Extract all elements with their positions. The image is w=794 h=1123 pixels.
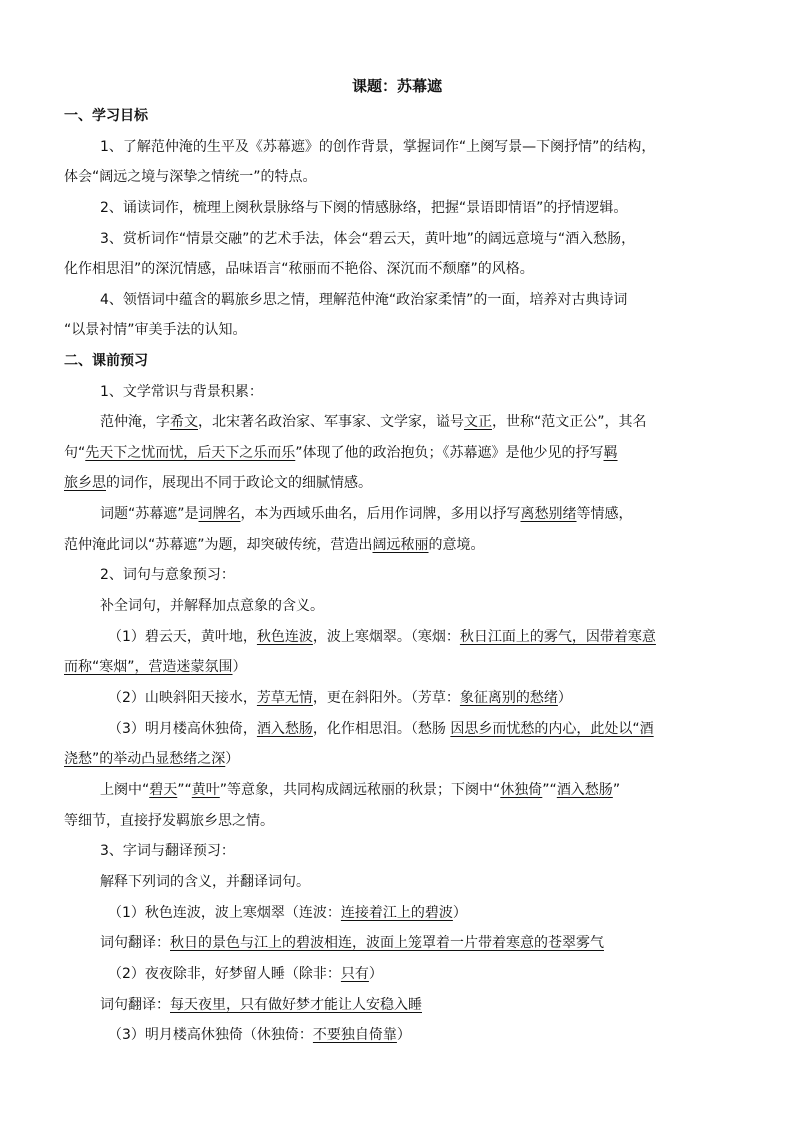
cipai-line-1: [100, 503, 633, 525]
text-run: 等情感，: [576, 506, 633, 522]
goal-3-line-2: 化作相思泪”的深沉情感，品味语言“秾丽而不艳俗、深沉而不颓靡”的风格。: [64, 261, 534, 277]
answer-blank: 每天夜里，只有做好梦才能让人安稳入睡: [170, 997, 422, 1013]
text-run: 的词作，展现出不同于政论文的细腻情感。: [106, 475, 372, 491]
text-run: ”体现了他的政治抱负；《苏幕遮》是他少见的抒写: [295, 445, 604, 461]
text-run: ，本为西域乐曲名，后用作词牌，多用以抒写: [240, 506, 521, 522]
text-run: （1）碧云天，黄叶地，: [108, 629, 257, 645]
answer-blank: 离愁别绪: [520, 506, 577, 522]
goal-3-line-1: 3、赏析词作“情景交融”的艺术手法，体会“碧云天，黄叶地”的阔远意境与“酒入愁肠，: [100, 231, 636, 247]
text-run: 句“: [64, 445, 86, 461]
text-run: ）: [368, 966, 383, 982]
text-run: ，世称“范文正公”，其名: [492, 414, 647, 430]
text-run: ）: [396, 1027, 411, 1043]
answer-blank: 因思乡而忧愁的内心，此处以“酒: [450, 721, 654, 737]
bio-line-1: [100, 411, 647, 433]
answer-blank: 只有: [340, 966, 369, 982]
text-run: ，北宋著名政治家、军事家、文学家，谥号: [198, 414, 464, 430]
vocab-q3: [108, 1024, 411, 1046]
answer-blank: 酒入愁肠: [256, 721, 313, 737]
answer-blank: 旅乡思: [64, 475, 106, 491]
goal-4-line-1: 4、领悟词中蕴含的羁旅乡思之情，理解范仲淹“政治家柔情”的一面，培养对古典诗词: [100, 292, 628, 308]
goal-1-line-2: 体会“阔远之境与深挚之情统一”的特点。: [64, 169, 317, 185]
preview-3-instruction: 解释下列词的含义，并翻译词句。: [100, 874, 310, 890]
section-heading-goals: 一、学习目标: [64, 108, 148, 124]
text-run: 词句翻译：: [100, 935, 170, 951]
text-run: 词句翻译：: [100, 997, 170, 1013]
text-run: ”“: [542, 782, 557, 798]
text-run: ）: [225, 751, 240, 767]
imagery-q1-line-2: [64, 656, 247, 678]
vocab-q2: [108, 963, 383, 985]
bio-line-3: [64, 472, 372, 494]
text-run: 范仲淹，字: [100, 414, 170, 430]
text-run: ）: [452, 905, 467, 921]
imagery-q3-line-1: [108, 718, 654, 740]
text-run: ”等意象，共同构成阔远秾丽的秋景；下阕中“: [219, 782, 501, 798]
vocab-q2-translation: [100, 994, 422, 1016]
section-heading-preview: 二、课前预习: [64, 353, 148, 369]
text-run: ，波上寒烟翠。（寒烟：: [312, 629, 460, 645]
imagery-summary-line-2: 等细节，直接抒发羁旅乡思之情。: [64, 813, 274, 829]
answer-blank: 秋日江面上的雾气，因带着寒意: [459, 629, 656, 645]
imagery-summary-line-1: [100, 779, 620, 801]
text-run: 的意境。: [428, 537, 485, 553]
vocab-q1-translation: [100, 932, 604, 954]
answer-blank: 而称“寒烟”，营造迷蒙氛围: [64, 659, 233, 675]
text-run: （2）山映斜阳天接水，: [108, 690, 257, 706]
text-run: ）: [557, 690, 572, 706]
imagery-q3-line-2: [64, 748, 239, 770]
imagery-q2: [108, 687, 572, 709]
text-run: （1）秋色连波，波上寒烟翠（连波：: [108, 905, 341, 921]
answer-blank: 羁: [603, 445, 618, 461]
answer-blank: 碧天: [149, 782, 178, 798]
bio-line-2: [64, 442, 618, 464]
answer-blank: 希文: [170, 414, 198, 430]
preview-3-title: 3、字词与翻译预习：: [100, 843, 235, 859]
cipai-line-2: [64, 534, 485, 556]
answer-blank: 芳草无情: [256, 690, 313, 706]
goal-4-line-2: “以景衬情”审美手法的认知。: [64, 322, 247, 338]
text-run: ”“: [177, 782, 192, 798]
answer-blank: 先天下之忧而忧，后天下之乐而乐: [85, 445, 296, 461]
page-title: 课题：苏幕遮: [351, 77, 442, 95]
answer-blank: 浇愁”的举动凸显愁绪之深: [64, 751, 226, 767]
preview-2-title: 2、词句与意象预习：: [100, 567, 235, 583]
text-run: ，化作相思泪。（愁肠: [312, 721, 451, 737]
imagery-q1-line-1: [108, 626, 656, 648]
goal-2: 2、诵读词作，梳理上阕秋景脉络与下阕的情感脉络，把握“景语即情语”的抒情逻辑。: [100, 200, 628, 216]
answer-blank: 词牌名: [198, 506, 241, 522]
preview-1-title: 1、文学常识与背景积累：: [100, 384, 263, 400]
text-run: （3）明月楼高休独倚，: [108, 721, 257, 737]
answer-blank: 连接着江上的碧波: [340, 905, 453, 921]
answer-blank: 休独倚: [500, 782, 543, 798]
text-run: ，更在斜阳外。（芳草：: [312, 690, 460, 706]
text-run: 词题“苏幕遮”是: [100, 506, 199, 522]
answer-blank: 秋色连波: [256, 629, 313, 645]
text-run: （3）明月楼高休独倚（休独倚：: [108, 1027, 313, 1043]
answer-blank: 不要独自倚靠: [312, 1027, 397, 1043]
vocab-q1: [108, 902, 467, 924]
answer-blank: 文正: [464, 414, 492, 430]
answer-blank: 阔远秾丽: [372, 537, 429, 553]
answer-blank: 酒入愁肠: [556, 782, 613, 798]
answer-blank: 象征离别的愁绪: [459, 690, 558, 706]
text-run: 上阕中“: [100, 782, 150, 798]
goal-1-line-1: 1、了解范仲淹的生平及《苏幕遮》的创作背景，掌握词作“上阕写景—下阕抒情”的结构，: [100, 139, 656, 155]
text-run: （2）夜夜除非，好梦留人睡（除非：: [108, 966, 341, 982]
text-run: 范仲淹此词以“苏幕遮”为题，却突破传统，营造出: [64, 537, 373, 553]
preview-2-instruction: 补全词句，并解释加点意象的含义。: [100, 598, 324, 614]
answer-blank: 秋日的景色与江上的碧波相连，波面上笼罩着一片带着寒意的苍翠雾气: [170, 935, 604, 951]
answer-blank: 黄叶: [191, 782, 220, 798]
text-run: ）: [232, 659, 247, 675]
text-run: ”: [612, 782, 621, 798]
